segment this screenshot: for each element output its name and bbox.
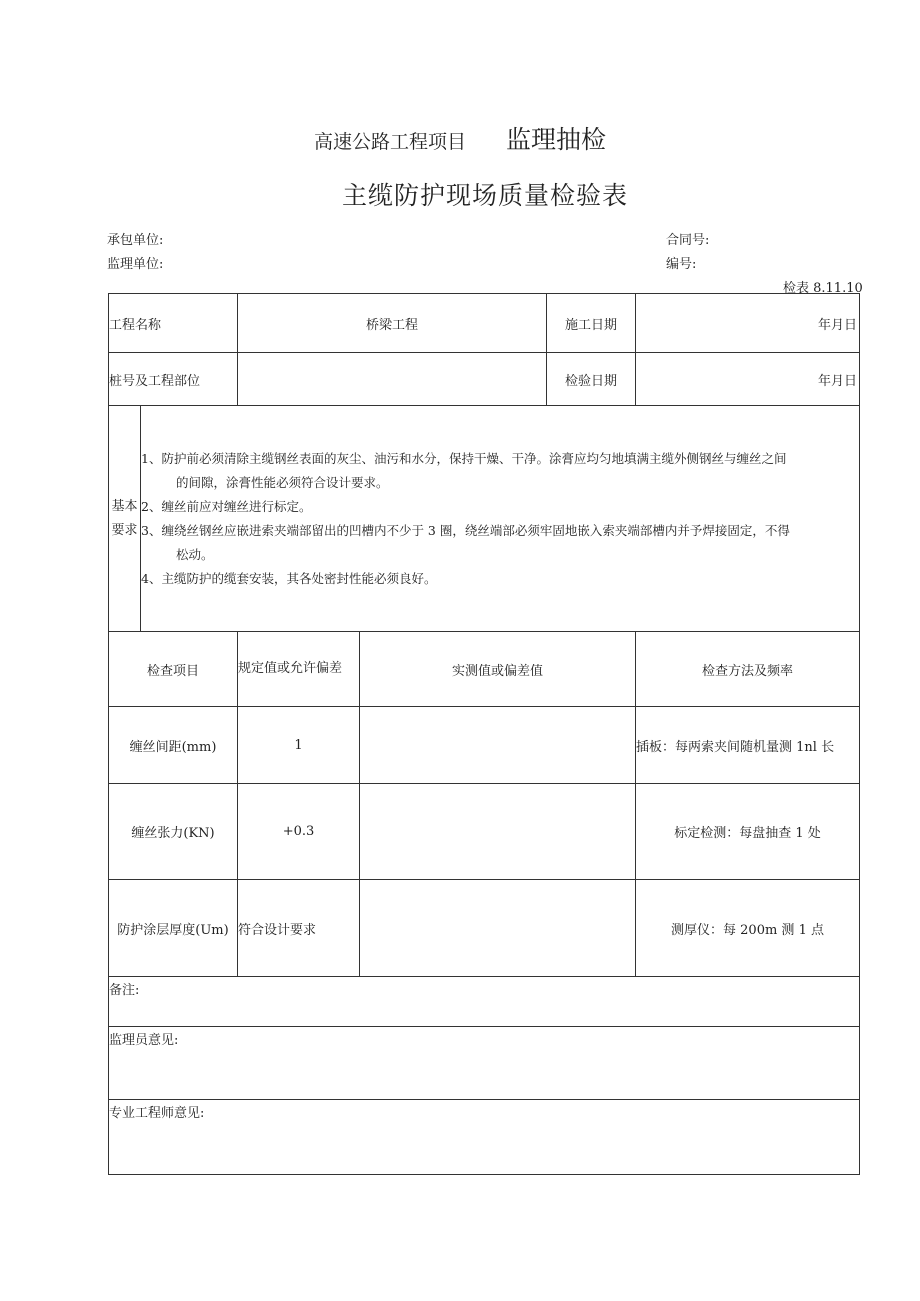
row3-item-cell bbox=[109, 880, 238, 977]
station-value-cell bbox=[238, 353, 547, 406]
row3-measured-cell bbox=[360, 880, 636, 977]
row3-method-cell bbox=[636, 880, 860, 977]
station-label-cell bbox=[109, 353, 238, 406]
row2-measured-cell bbox=[360, 784, 636, 880]
row2-item: 缠丝张力(KN) bbox=[131, 826, 215, 841]
inspection-date-value-cell bbox=[636, 353, 860, 406]
header-method: 检查方法及频率 bbox=[702, 663, 794, 679]
row1-item: 缠丝间距(mm) bbox=[129, 739, 217, 755]
construction-date-value: 年月日 bbox=[818, 317, 858, 333]
requirements-label-line2: 要求 bbox=[111, 522, 138, 538]
row2-item-cell bbox=[109, 784, 238, 880]
header-tolerance: 规定值或允许偏差 bbox=[238, 661, 343, 676]
row3-tolerance-cell bbox=[238, 880, 360, 977]
header-tolerance-cell bbox=[238, 632, 360, 707]
inspection-date-label: 检验日期 bbox=[565, 373, 618, 389]
inspection-date-value: 年月日 bbox=[818, 373, 858, 389]
engineer-opinion-label: 专业工程师意见: bbox=[109, 1106, 205, 1121]
project-name-value: 桥梁工程 bbox=[366, 317, 419, 333]
project-name-label: 工程名称 bbox=[109, 317, 162, 333]
row2-tolerance-cell bbox=[238, 784, 360, 880]
header-item-cell bbox=[109, 632, 238, 707]
table-row bbox=[109, 784, 860, 880]
requirement-2-line1: 2、缠丝前应对缠丝进行标定。 bbox=[141, 498, 312, 514]
project-name-value-cell bbox=[238, 294, 547, 353]
contractor-label: 承包单位: bbox=[107, 233, 164, 248]
table-row bbox=[109, 880, 860, 977]
header-measured: 实测值或偏差值 bbox=[452, 663, 544, 679]
construction-date-label-cell bbox=[547, 294, 636, 353]
row1-tolerance-cell bbox=[238, 707, 360, 784]
form-subtitle: 主缆防护现场质量检验表 bbox=[341, 181, 628, 210]
engineer-opinion-cell bbox=[109, 1100, 860, 1175]
row1-item-cell bbox=[109, 707, 238, 784]
row1-method: 插板：每两索夹间随机量测 1nl 长 bbox=[636, 739, 835, 755]
requirement-1-line2: 的间隙，涂膏性能必须符合设计要求。 bbox=[176, 474, 389, 490]
requirements-label-line1: 基本 bbox=[111, 498, 138, 514]
requirement-3-line1: 3、缠绕丝钢丝应嵌进索夹端部留出的凹槽内不少于 3 圈，绕丝端部必须牢固地嵌入索夹端部槽内并予焊接固定，不得 bbox=[141, 522, 790, 538]
supervisor-opinion-cell bbox=[109, 1027, 860, 1100]
title-prefix: 高速公路工程项目 bbox=[313, 131, 466, 153]
notes-label: 备注: bbox=[109, 983, 140, 998]
requirement-4-line1: 4、主缆防护的缆套安装，其各处密封性能必须良好。 bbox=[141, 570, 437, 586]
supervisor-unit-label: 监理单位: bbox=[107, 257, 164, 272]
supervisor-opinion-label: 监理员意见: bbox=[109, 1033, 179, 1048]
serial-no-label: 编号: bbox=[666, 257, 697, 272]
row3-tolerance: 符合设计要求 bbox=[238, 922, 317, 938]
row2-method-cell bbox=[636, 784, 860, 880]
construction-date-value-cell bbox=[636, 294, 860, 353]
requirements-label-cell bbox=[109, 406, 141, 632]
row1-tolerance: 1 bbox=[294, 737, 303, 753]
row3-method: 测厚仪：每 200m 测 1 点 bbox=[671, 922, 824, 938]
construction-date-label: 施工日期 bbox=[565, 317, 618, 333]
form-code: 检表 8.11.10 bbox=[783, 281, 863, 296]
header-item: 检查项目 bbox=[147, 663, 200, 679]
row2-method: 标定检测：每盘抽查 1 处 bbox=[674, 826, 821, 841]
header-method-cell bbox=[636, 632, 860, 707]
table-row bbox=[109, 707, 860, 784]
page-title bbox=[0, 120, 920, 156]
row3-item: 防护涂层厚度(Um) bbox=[117, 922, 229, 938]
contract-no-label: 合同号: bbox=[666, 233, 710, 248]
row1-measured-cell bbox=[360, 707, 636, 784]
inspection-table bbox=[108, 293, 860, 1175]
row2-tolerance: +0.3 bbox=[282, 824, 315, 839]
notes-cell bbox=[109, 977, 860, 1027]
station-label: 桩号及工程部位 bbox=[109, 373, 201, 389]
header-measured-cell bbox=[360, 632, 636, 707]
requirements-text-cell bbox=[141, 406, 860, 632]
inspection-date-label-cell bbox=[547, 353, 636, 406]
title-suffix: 监理抽检 bbox=[506, 125, 607, 154]
project-name-label-cell bbox=[109, 294, 238, 353]
requirement-1-line1: 1、防护前必须清除主缆钢丝表面的灰尘、油污和水分，保持干燥、干净。涂膏应均匀地填满主缆外侧钢丝与缠丝之间 bbox=[141, 450, 787, 466]
row1-method-cell bbox=[636, 707, 860, 784]
requirement-3-line2: 松动。 bbox=[176, 546, 214, 562]
